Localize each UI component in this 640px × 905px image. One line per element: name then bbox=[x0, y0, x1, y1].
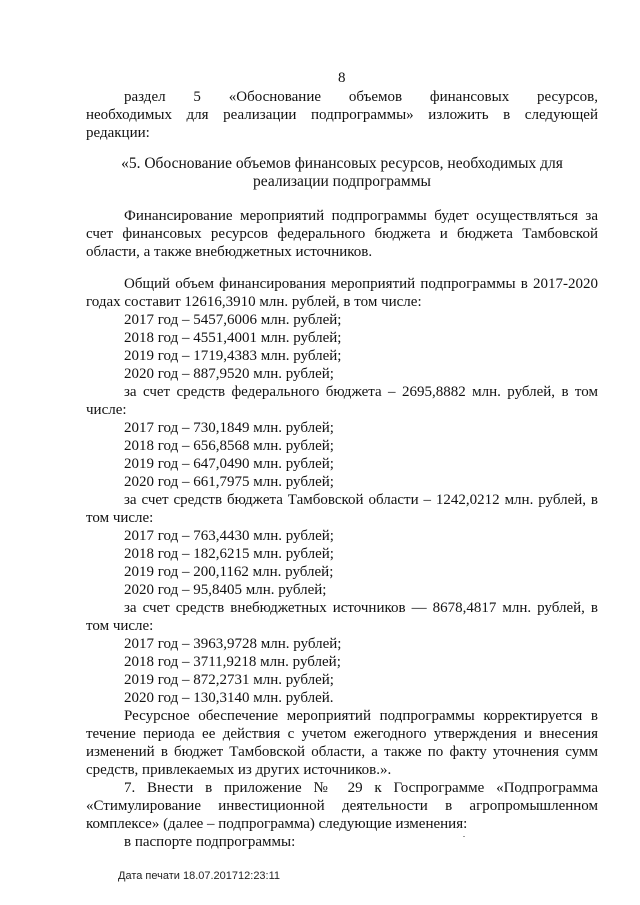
adjust-paragraph-line: течение периода ее действия с учетом ежегодного утверждения и внесения bbox=[86, 726, 598, 742]
regional-year-item: 2019 год – 200,1162 млн. рублей; bbox=[124, 564, 334, 580]
federal-lead: за счет средств федерального бюджета – 2695,8882 млн. рублей, в том bbox=[124, 384, 598, 400]
page-number: 8 bbox=[338, 70, 346, 86]
regional-year-item: 2018 год – 182,6215 млн. рублей; bbox=[124, 546, 334, 562]
adjust-paragraph-line: изменений в бюджет Тамбовской области, а также по факту уточнения сумм bbox=[86, 744, 598, 760]
intro-line: редакции: bbox=[86, 125, 150, 141]
total-year-item: 2017 год – 5457,6006 млн. рублей; bbox=[124, 312, 342, 328]
federal-year-item: 2019 год – 647,0490 млн. рублей; bbox=[124, 456, 334, 472]
intro-line: необходимых для реализации подпрограммы» изложить в следующей bbox=[86, 107, 598, 123]
extrabudget-year-item: 2019 год – 872,2731 млн. рублей; bbox=[124, 672, 334, 688]
financing-paragraph-line: счет финансовых ресурсов федерального бюджета и бюджета Тамбовской bbox=[86, 226, 598, 242]
passport-line: в паспорте подпрограммы: bbox=[124, 834, 296, 850]
extrabudget-lead: том числе: bbox=[86, 618, 154, 634]
financing-paragraph-line: Финансирование мероприятий подпрограммы будет осуществляться за bbox=[124, 208, 598, 224]
financing-paragraph-line: области, а также внебюджетных источников. bbox=[86, 244, 373, 260]
federal-lead: числе: bbox=[86, 402, 127, 418]
regional-lead: том числе: bbox=[86, 510, 154, 526]
total-paragraph-line: годах составит 12616,3910 млн. рублей, в том числе: bbox=[86, 294, 422, 310]
total-year-item: 2018 год – 4551,4001 млн. рублей; bbox=[124, 330, 342, 346]
extrabudget-year-item: 2018 год – 3711,9218 млн. рублей; bbox=[124, 654, 341, 670]
scan-speck bbox=[463, 836, 465, 837]
adjust-paragraph-line: средств, привлекаемых из других источников.». bbox=[86, 762, 392, 778]
regional-year-item: 2017 год – 763,4430 млн. рублей; bbox=[124, 528, 334, 544]
federal-year-item: 2017 год – 730,1849 млн. рублей; bbox=[124, 420, 334, 436]
adjust-paragraph-line: Ресурсное обеспечение мероприятий подпрограммы корректируется в bbox=[124, 708, 598, 724]
item-seven-line: комплексе» (далее – подпрограмма) следующие изменения: bbox=[86, 816, 468, 832]
extrabudget-year-item: 2020 год – 130,3140 млн. рублей. bbox=[124, 690, 334, 706]
total-year-item: 2019 год – 1719,4383 млн. рублей; bbox=[124, 348, 342, 364]
item-seven-line: «Стимулирование инвестиционной деятельности в агропромышленном bbox=[86, 798, 598, 814]
total-year-item: 2020 год – 887,9520 млн. рублей; bbox=[124, 366, 334, 382]
regional-lead: за счет средств бюджета Тамбовской области – 1242,0212 млн. рублей, в bbox=[124, 492, 598, 508]
regional-year-item: 2020 год – 95,8405 млн. рублей; bbox=[124, 582, 327, 598]
federal-year-item: 2020 год – 661,7975 млн. рублей; bbox=[124, 474, 334, 490]
section-heading: «5. Обоснование объемов финансовых ресурсов, необходимых для bbox=[121, 155, 563, 172]
extrabudget-year-item: 2017 год – 3963,9728 млн. рублей; bbox=[124, 636, 342, 652]
federal-year-item: 2018 год – 656,8568 млн. рублей; bbox=[124, 438, 334, 454]
intro-line: раздел 5 «Обоснование объемов финансовых ресурсов, bbox=[124, 89, 598, 105]
extrabudget-lead: за счет средств внебюджетных источников — 8678,4817 млн. рублей, в bbox=[124, 600, 598, 616]
section-heading: реализации подпрограммы bbox=[253, 173, 431, 190]
item-seven-line: 7. Внести в приложение № 29 к Госпрограмме «Подпрограмма bbox=[124, 780, 598, 796]
total-paragraph-line: Общий объем финансирования мероприятий подпрограммы в 2017-2020 bbox=[124, 276, 598, 292]
print-date-footer: Дата печати 18.07.201712:23:11 bbox=[118, 870, 281, 882]
